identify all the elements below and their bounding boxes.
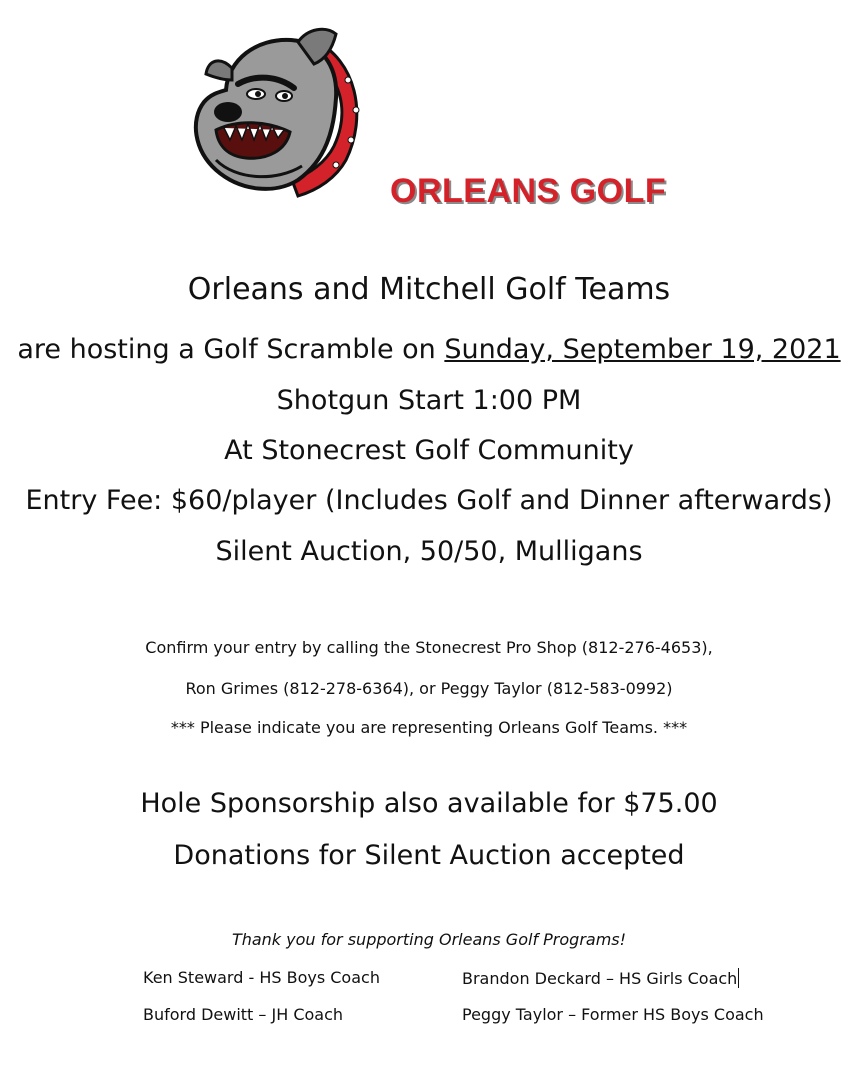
event-location: At Stonecrest Golf Community	[224, 435, 634, 466]
coach-name: Brandon Deckard – HS Girls Coach	[462, 969, 738, 988]
coach-entry	[462, 968, 739, 988]
coach-entry: Buford Dewitt – JH Coach	[143, 1005, 344, 1024]
coach-entry: Peggy Taylor – Former HS Boys Coach	[462, 1005, 764, 1024]
hosting-prefix: are hosting a Golf Scramble on	[17, 334, 445, 365]
donations-line: Donations for Silent Auction accepted	[173, 840, 685, 871]
contact-line-1: Confirm your entry by calling the Stonecrest Pro Shop (812-276-4653),	[145, 638, 713, 657]
bulldog-mascot-icon	[186, 20, 376, 210]
event-start: Shotgun Start 1:00 PM	[276, 385, 582, 416]
event-fee: Entry Fee: $60/player (Includes Golf and Dinner afterwards)	[25, 485, 833, 516]
coach-entry: Ken Steward - HS Boys Coach	[143, 968, 380, 987]
contact-line-3: *** Please indicate you are representing Orleans Golf Teams. ***	[170, 718, 688, 737]
event-title: Orleans and Mitchell Golf Teams	[187, 272, 671, 307]
brand-wordmark: ORLEANS GOLF	[390, 172, 667, 210]
event-date: Sunday, September 19, 2021	[444, 334, 841, 365]
contact-line-2: Ron Grimes (812-278-6364), or Peggy Taylor (812-583-0992)	[185, 679, 673, 698]
sponsorship-line: Hole Sponsorship also available for $75.00	[140, 788, 718, 819]
event-extras: Silent Auction, 50/50, Mulligans	[215, 536, 643, 567]
thanks-message: Thank you for supporting Orleans Golf Programs!	[231, 930, 627, 949]
text-cursor	[738, 968, 739, 988]
event-hosting-line	[0, 334, 858, 365]
